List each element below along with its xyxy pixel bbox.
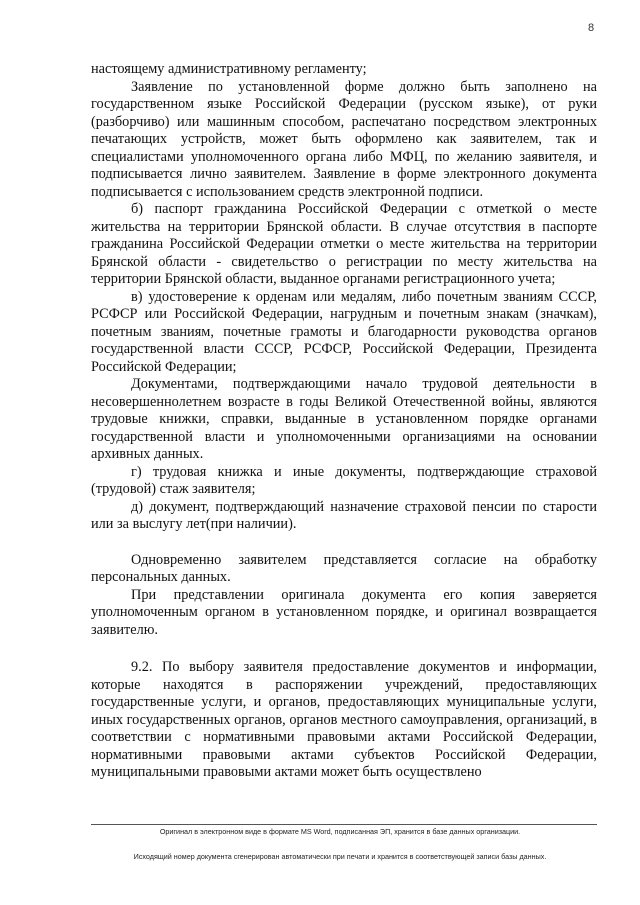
paragraph-personal-data-consent: Одновременно заявителем представляется согласие на обработку персональных данных. — [91, 551, 597, 585]
page-number: 8 — [588, 22, 595, 34]
paragraph-labor-documents: Документами, подтверждающими начало трудовой деятельности в несовершеннолетнем возрасте в годы Великой Отечественной войны, являются трудовые книжки, справки, выданные в установленном порядке органами государственной власти и уполномоченными организациями на основании архивных данных. — [91, 376, 597, 462]
paragraph-regulation-reference: настоящему административному регламенту; — [91, 61, 367, 77]
paragraph-section-9-2: 9.2. По выбору заявителя предоставление документов и информации, которые находятся в распоряжении учреждений, предоставляющих государственные услуги, и органов, предоставляющих муниципальные услуги, иных государственных органов, органов местного самоуправления, организаций, в соответствии с нормативными правовыми актами Российской Федерации, нормативными правовыми актами субъектов Российской Федерации, муниципальными правовыми актами может быть осуществлено — [91, 659, 597, 780]
footer-divider — [91, 824, 597, 825]
paragraph-application-form: Заявление по установленной форме должно быть заполнено на государственном языке Российской Федерации (русском языке), от руки (разборчиво) или машинным способом, распечатано посредством электронных печатающих устройств, может быть оформлено как заявителем, так и специалистами уполномоченного органа либо МФЦ, по желанию заявителя, и подписывается лично заявителем. Заявление в форме электронного документа подписывается с использованием средств электронной подписи. — [91, 78, 597, 200]
paragraph-copy-certification: При представлении оригинала документа его копия заверяется уполномоченным органом в установленном порядке, и оригинал возвращается заявителю. — [91, 586, 597, 638]
document-body — [91, 61, 597, 782]
paragraph-passport: б) паспорт гражданина Российской Федерации с отметкой о месте жительства на территории Брянской области. В случае отсутствия в паспорте гражданина Российской Федерации отметки о месте жительства на территории Брянской области - свидетельство о регистрации по месту жительства на территории Брянской области, выданное органами регистрационного учета; — [91, 201, 597, 287]
paragraph-work-record-book: г) трудовая книжка и иные документы, подтверждающие страховой (трудовой) стаж заявителя; — [91, 463, 597, 497]
paragraph-pension-document: д) документ, подтверждающий назначение страховой пенсии по старости или за выслугу лет(при наличии). — [91, 498, 597, 532]
footer-original-note: Оригинал в электронном виде в формате MS Word, подписанная ЭП, хранится в базе данных организации. — [159, 827, 521, 836]
paragraph-awards-certificate: в) удостоверение к орденам или медалям, либо почетным званиям СССР, РСФСР или Российской Федерации, нагрудным и почетным знакам (значкам), почетным званиям, почетные грамоты и благодарности руководства органов государственной власти СССР, РСФСР, Российской Федерации, Президента Российской Федерации; — [91, 288, 597, 375]
footer-outgoing-number-note: Исходящий номер документа сгенерирован автоматически при печати и хранится в соответствующей записи базы данных. — [133, 852, 547, 861]
